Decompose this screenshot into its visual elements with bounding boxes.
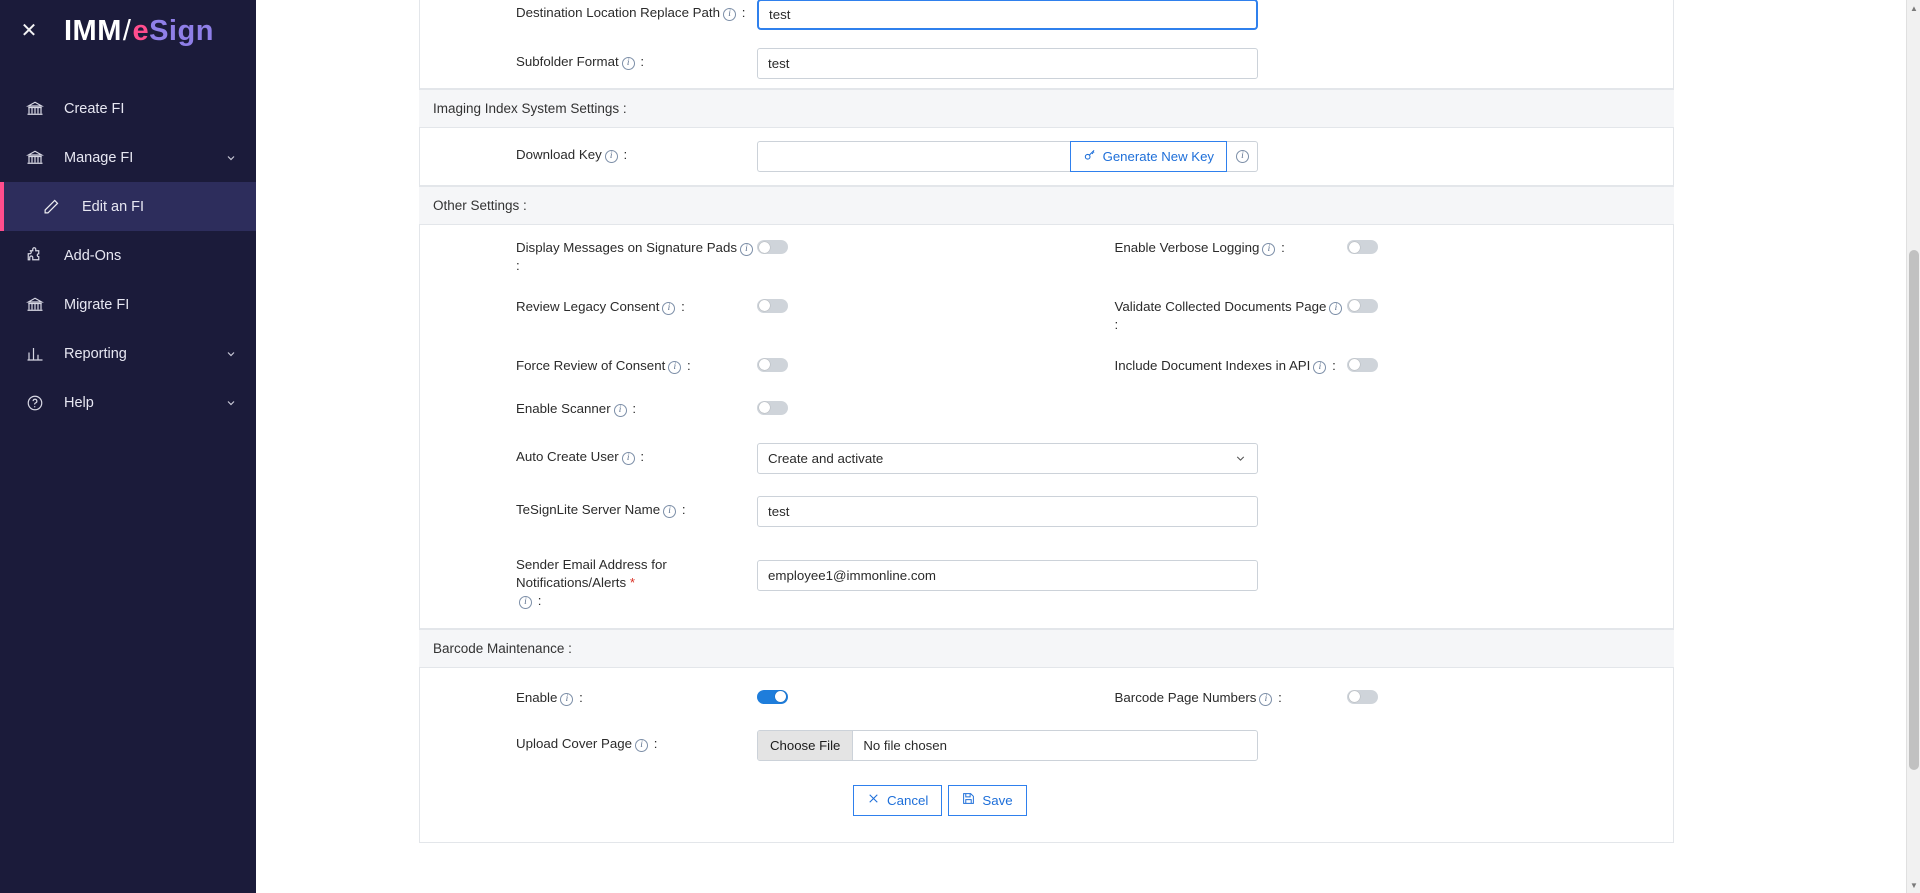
auto-create-user-select[interactable] [757, 443, 1258, 474]
info-icon[interactable]: i [663, 505, 676, 518]
info-icon[interactable]: i [622, 452, 635, 465]
field-label: Sender Email Address for Notifications/Alerts * i : [516, 556, 667, 608]
field-control [1347, 352, 1674, 377]
field-label-text: Sender Email Address for Notifications/Alerts [516, 556, 667, 590]
floppy-icon [962, 792, 975, 808]
validate-collected-documents-page-field [1047, 293, 1674, 334]
form-row [420, 225, 1673, 284]
field-label-text: TeSignLite Server Name [516, 501, 661, 517]
sender-email-address-field [420, 551, 1673, 610]
sidebar [0, 0, 256, 893]
footer-buttons [853, 785, 1027, 816]
cancel-button[interactable] [853, 785, 942, 816]
info-icon[interactable]: i [1259, 693, 1272, 706]
chevron-down-icon[interactable] [224, 347, 238, 361]
field-control [757, 395, 1047, 420]
field-label-text: Enable [516, 689, 558, 705]
field-label: Review Legacy Consent i : [516, 298, 685, 314]
download-key-group [757, 141, 1258, 172]
enable-verbose-logging-field [1047, 234, 1674, 259]
field-control [757, 496, 1673, 527]
field-control [757, 141, 1673, 172]
field-control [757, 730, 1673, 761]
field-label-text: Download Key [516, 147, 602, 162]
field-control [757, 443, 1673, 474]
field-control [757, 48, 1673, 79]
generate-new-key-label: Generate New Key [1102, 149, 1214, 164]
field-label: Destination Location Replace Path i : [516, 5, 746, 20]
barcode-page-numbers-field [1047, 684, 1674, 709]
form-row [420, 429, 1673, 483]
upload-cover-page-filepicker[interactable] [757, 730, 1258, 761]
display-messages-toggle[interactable] [757, 240, 788, 254]
field-label: Enable Scanner i : [516, 400, 637, 416]
logo-slash: / [122, 14, 132, 47]
review-legacy-consent-field [420, 293, 1047, 318]
field-label-text: Enable Scanner [516, 400, 611, 416]
field-label: Auto Create User i : [516, 448, 645, 464]
generate-new-key-button[interactable] [1070, 141, 1227, 172]
field-label-text: Barcode Page Numbers [1114, 689, 1257, 705]
app-logo [64, 15, 214, 48]
tesignlite-server-name-field [420, 496, 1673, 527]
sidebar-item-label: Reporting [64, 345, 127, 362]
sidebar-item-label: Migrate FI [64, 296, 130, 313]
field-label-text: Subfolder Format [516, 54, 619, 69]
field-control [757, 551, 1673, 591]
sidebar-item-migrate-fi[interactable] [0, 280, 256, 329]
force-review-of-consent-field [420, 352, 1047, 377]
review-legacy-consent-toggle[interactable] [757, 299, 788, 313]
file-status-label: No file chosen [863, 737, 947, 753]
enable-scanner-field [420, 395, 1047, 420]
scroll-down-arrow-icon[interactable]: ▼ [1910, 880, 1918, 890]
include-document-indexes-in-api-field [1047, 352, 1674, 377]
info-icon: i [1236, 150, 1249, 163]
download-key-field [420, 141, 1673, 172]
info-icon[interactable]: i [740, 243, 753, 256]
form-row [420, 343, 1673, 386]
imaging-panel [419, 128, 1674, 186]
field-label: TeSignLite Server Name i : [516, 501, 686, 517]
form-row [420, 536, 1673, 628]
pencil-icon [38, 198, 64, 215]
info-icon[interactable]: i [1313, 361, 1326, 374]
field-label: Display Messages on Signature Pads i : [420, 234, 757, 275]
main-content [256, 0, 1920, 893]
field-control [757, 352, 1047, 377]
scroll-up-arrow-icon[interactable]: ▲ [1910, 3, 1918, 13]
sidebar-item-label: Add-Ons [64, 247, 122, 264]
form-row [420, 483, 1673, 536]
field-label: Enable Verbose Logging i : [1114, 240, 1285, 255]
key-icon [1083, 148, 1097, 165]
sidebar-item-reporting[interactable] [0, 329, 256, 378]
other-settings-panel [419, 225, 1674, 629]
sidebar-item-label: Edit an FI [82, 198, 145, 215]
field-label: Force Review of Consent i : [516, 357, 691, 373]
field-label-text: Display Messages on Signature Pads [516, 240, 737, 255]
form-row [420, 284, 1673, 343]
logo-e: e [132, 14, 150, 47]
barcode-enable-field [420, 684, 1047, 709]
field-control [1347, 684, 1674, 709]
field-label: Validate Collected Documents Page i : [1047, 293, 1347, 334]
sidebar-item-manage-fi[interactable] [0, 133, 256, 182]
form-row [420, 39, 1673, 88]
info-icon[interactable]: i [723, 8, 736, 21]
download-key-input[interactable] [757, 141, 1070, 172]
edit-fi-form [419, 0, 1674, 843]
barcode-page-numbers-toggle[interactable] [1347, 690, 1378, 704]
form-row [420, 718, 1673, 765]
bank-icon [22, 100, 48, 118]
form-row [420, 0, 1673, 39]
close-icon[interactable]: ✕ [20, 20, 38, 42]
sidebar-item-add-ons[interactable] [0, 231, 256, 280]
field-label-text: Upload Cover Page [516, 735, 633, 751]
puzzle-icon [22, 247, 48, 265]
sidebar-item-edit-an-fi[interactable] [0, 182, 256, 231]
cancel-label: Cancel [887, 792, 929, 808]
subfolder-format-field [420, 48, 1673, 79]
force-review-of-consent-toggle[interactable] [757, 358, 788, 372]
field-control [1347, 293, 1674, 318]
field-label: Download Key i : [516, 147, 628, 162]
field-label-text: Validate Collected Documents Page [1114, 298, 1327, 314]
section-header-barcode: Barcode Maintenance : [419, 629, 1674, 668]
info-icon[interactable]: i [635, 739, 648, 752]
include-document-indexes-toggle[interactable] [1347, 358, 1378, 372]
form-row [420, 128, 1673, 185]
logo-sign: Sign [149, 14, 214, 47]
sidebar-item-label: Manage FI [64, 149, 134, 166]
info-icon[interactable]: i [622, 57, 635, 70]
field-control [757, 234, 1047, 259]
chevron-down-icon[interactable] [224, 151, 238, 165]
enable-scanner-toggle[interactable] [757, 401, 788, 415]
scrollbar-thumb[interactable] [1909, 250, 1919, 770]
field-label-text: Force Review of Consent [516, 357, 666, 373]
info-icon[interactable]: i [519, 596, 532, 609]
sidebar-item-create-fi[interactable] [0, 84, 256, 133]
tesignlite-server-name-input[interactable] [757, 496, 1258, 527]
field-control [757, 0, 1673, 30]
field-control [757, 684, 1047, 709]
validate-collected-documents-toggle[interactable] [1347, 299, 1378, 313]
field-control [1347, 234, 1674, 259]
field-label-text: Include Document Indexes in API [1114, 357, 1311, 373]
section-header-imaging: Imaging Index System Settings : [419, 89, 1674, 128]
field-label-text: Auto Create User [516, 448, 619, 464]
question-icon [22, 394, 48, 412]
display-messages-on-signature-pads-field [420, 234, 1047, 275]
destination-location-replace-path-field [420, 0, 1673, 30]
upload-cover-page-field [420, 730, 1673, 761]
page-scrollbar[interactable] [1906, 0, 1920, 893]
form-row [420, 386, 1673, 429]
barcode-panel [419, 668, 1674, 843]
info-icon[interactable]: i [560, 693, 573, 706]
required-marker: * [629, 574, 635, 590]
top-fields-panel [419, 0, 1674, 89]
download-key-info-button[interactable] [1227, 141, 1258, 172]
auto-create-user-field [420, 443, 1673, 474]
sidebar-nav [0, 84, 256, 427]
barcode-enable-toggle[interactable] [757, 690, 788, 704]
choose-file-button[interactable]: Choose File [758, 731, 853, 760]
info-icon[interactable]: i [1329, 302, 1342, 315]
field-label: Include Document Indexes in API i : [1114, 357, 1336, 373]
info-icon[interactable]: i [662, 302, 675, 315]
sender-email-address-input[interactable] [757, 560, 1258, 591]
destination-location-replace-path-input[interactable] [757, 0, 1258, 30]
field-label-text: Destination Location Replace Path [516, 5, 721, 20]
chart-icon [22, 345, 48, 363]
info-icon[interactable]: i [668, 361, 681, 374]
subfolder-format-input[interactable] [757, 48, 1258, 79]
field-label: Subfolder Format i : [516, 54, 645, 69]
section-header-other: Other Settings : [419, 186, 1674, 225]
field-label: Enable i : [516, 689, 583, 705]
chevron-down-icon[interactable] [224, 396, 238, 410]
form-footer [420, 765, 1673, 842]
close-icon [867, 792, 880, 808]
sidebar-header [0, 0, 256, 62]
info-icon[interactable]: i [605, 150, 618, 163]
info-icon[interactable]: i [1262, 243, 1275, 256]
info-icon[interactable]: i [614, 404, 627, 417]
sidebar-item-label: Create FI [64, 100, 125, 117]
field-label: Upload Cover Page i : [516, 735, 658, 751]
logo-imm: IMM [64, 14, 122, 47]
field-label-text: Review Legacy Consent [516, 298, 660, 314]
bank-icon [22, 296, 48, 314]
bank-icon [22, 149, 48, 167]
form-row [420, 668, 1673, 718]
sidebar-item-help[interactable] [0, 378, 256, 427]
field-control [757, 293, 1047, 318]
auto-create-user-select-wrap [757, 443, 1258, 474]
enable-verbose-logging-toggle[interactable] [1347, 240, 1378, 254]
save-button[interactable] [948, 785, 1026, 816]
save-label: Save [982, 792, 1013, 808]
sidebar-item-label: Help [64, 394, 94, 411]
field-label: Barcode Page Numbers i : [1114, 689, 1282, 705]
field-label-text: Enable Verbose Logging [1114, 240, 1260, 255]
